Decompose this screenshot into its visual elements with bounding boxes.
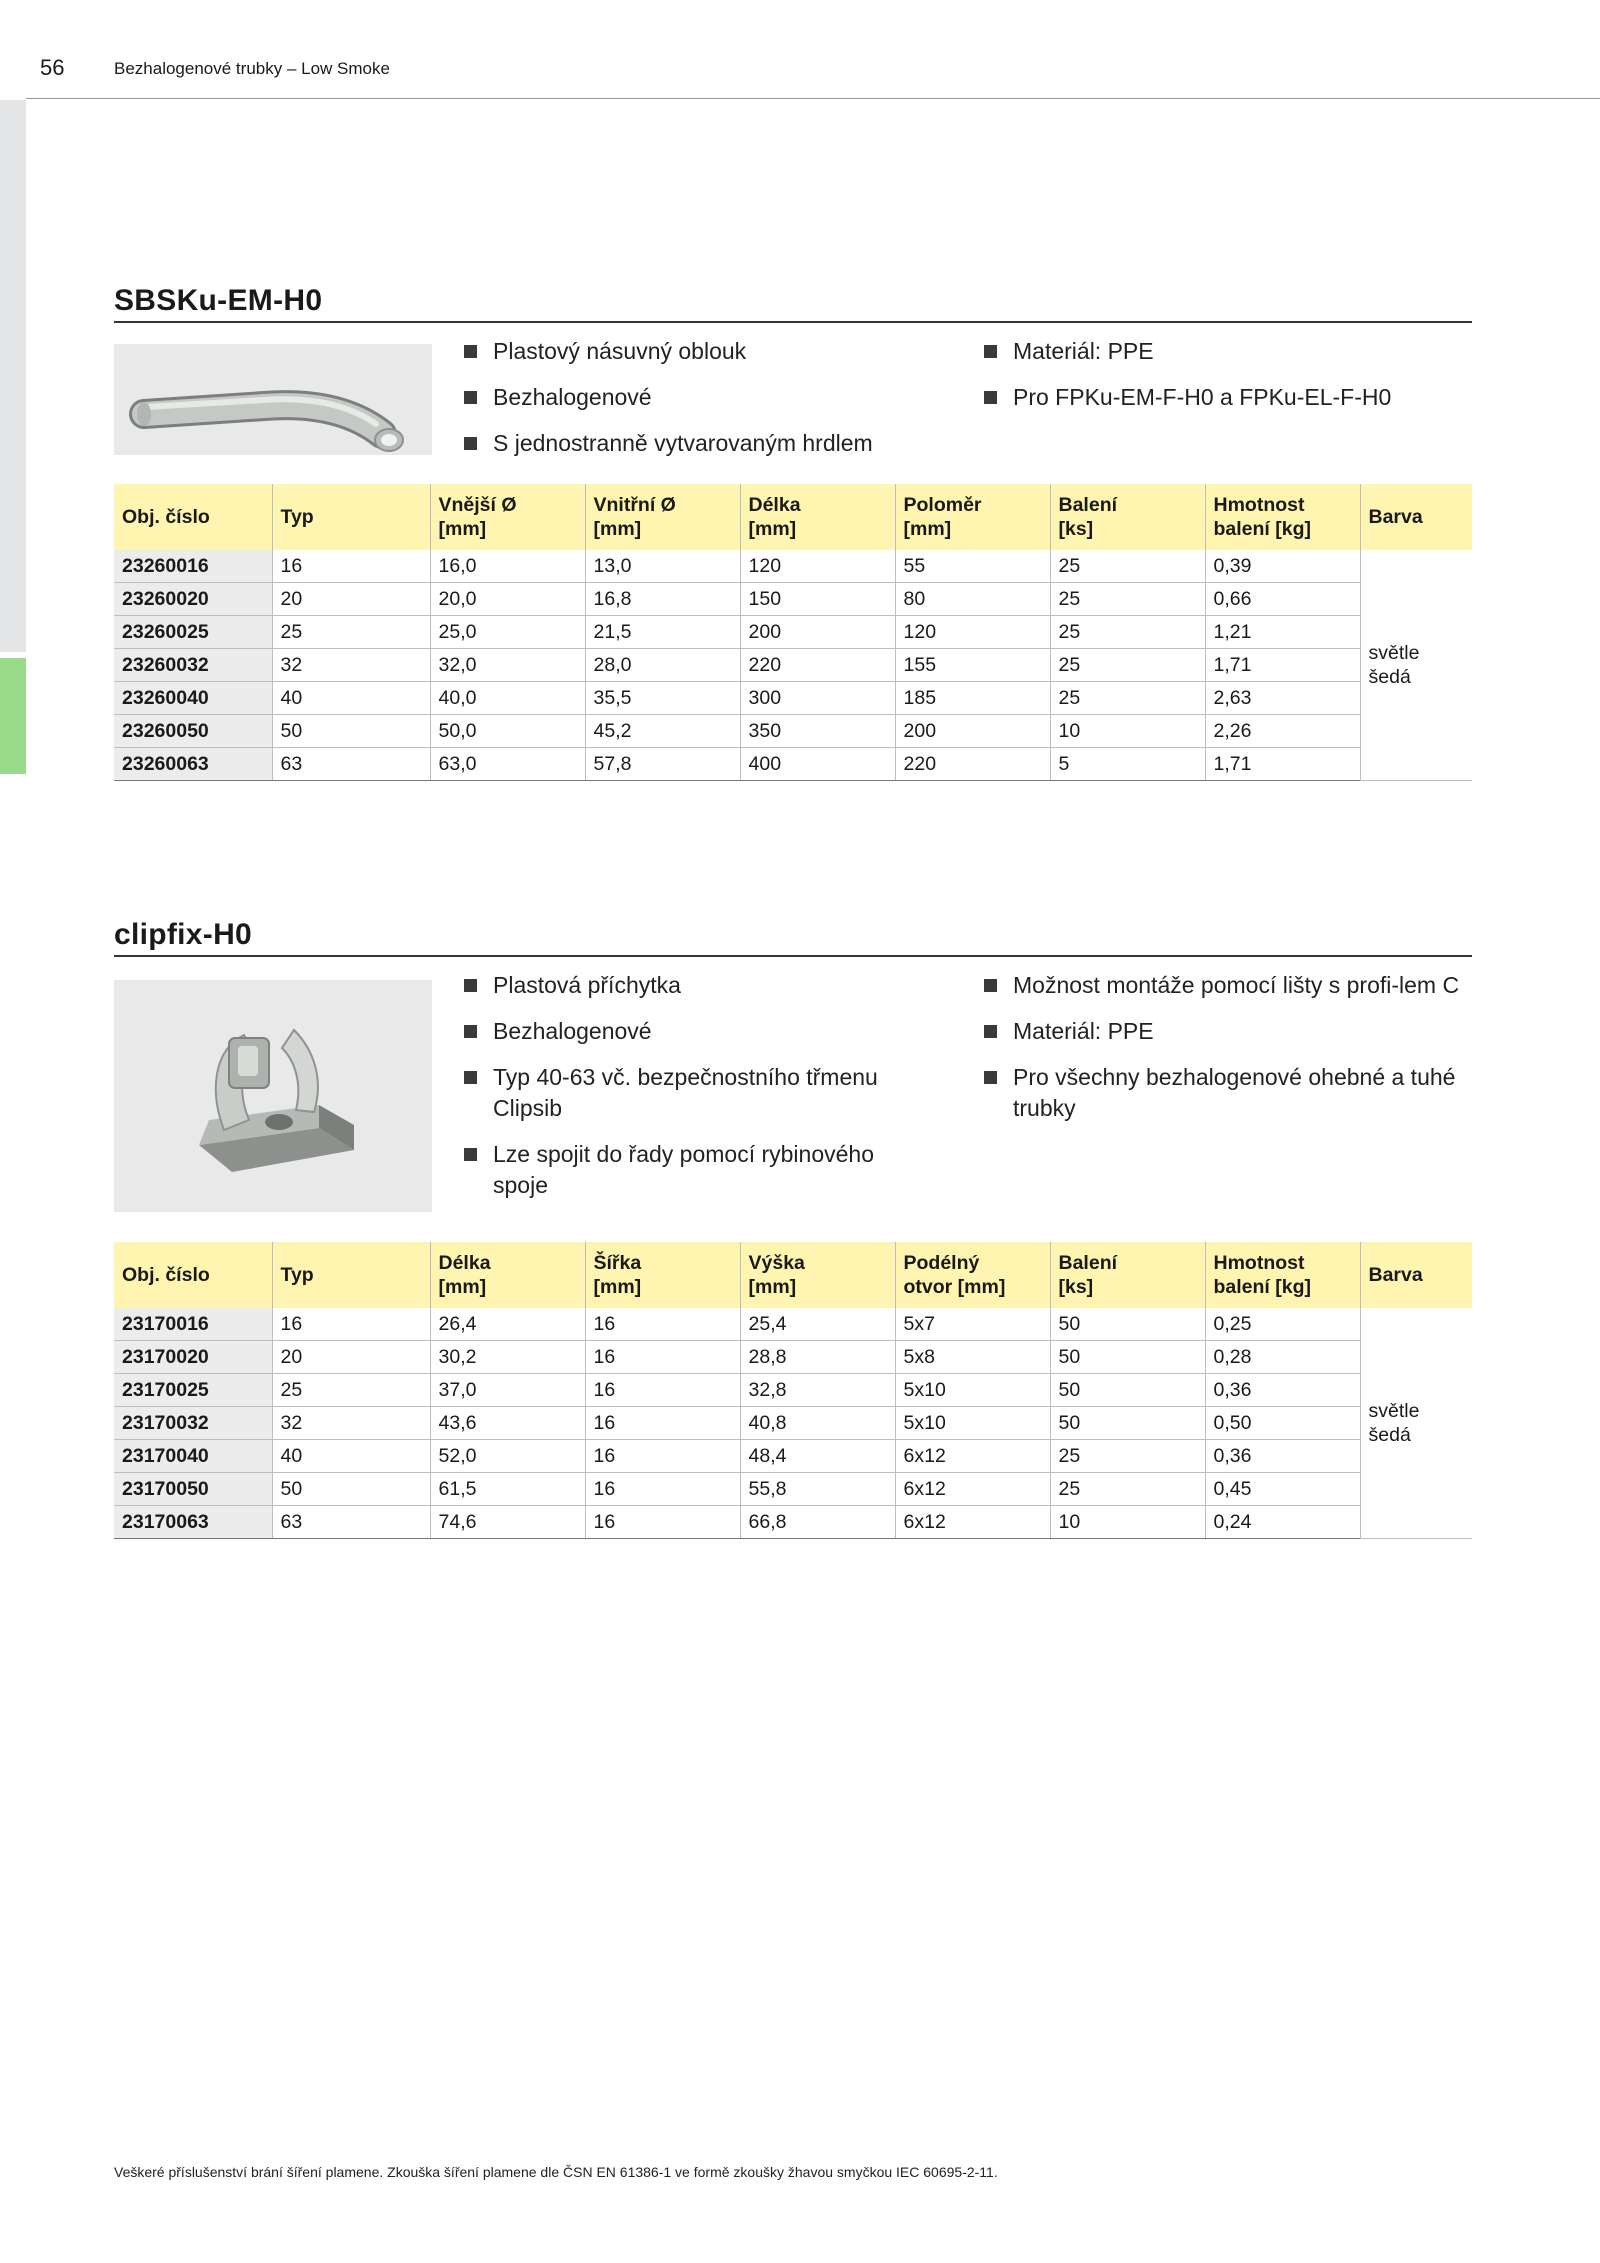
table-cell: 6x12 [895, 1473, 1050, 1506]
table-cell: 6x12 [895, 1440, 1050, 1473]
order-number-cell: 23260016 [114, 550, 272, 583]
order-number-cell: 23170063 [114, 1506, 272, 1539]
order-number-cell: 23260032 [114, 649, 272, 682]
table-cell: 40 [272, 682, 430, 715]
table-cell: 50 [1050, 1341, 1205, 1374]
section-rule [114, 321, 1472, 323]
feature-list-left [462, 336, 942, 474]
table-cell: 57,8 [585, 748, 740, 781]
table-cell: 185 [895, 682, 1050, 715]
table-row [114, 1440, 1472, 1473]
table-row [114, 715, 1472, 748]
table-cell: 5x7 [895, 1308, 1050, 1341]
table-cell: 16 [585, 1308, 740, 1341]
table-row [114, 1506, 1472, 1539]
section-rule [114, 955, 1472, 957]
table-cell: 25 [1050, 583, 1205, 616]
table-cell: 40,0 [430, 682, 585, 715]
order-number-cell: 23170032 [114, 1407, 272, 1440]
section-title: clipfix-H0 [114, 918, 253, 951]
table-cell: 0,28 [1205, 1341, 1360, 1374]
order-number-cell: 23260020 [114, 583, 272, 616]
table-cell: 0,36 [1205, 1374, 1360, 1407]
table-cell: 20,0 [430, 583, 585, 616]
feature-item: Typ 40-63 vč. bezpečnostního třmenu Clipsib [462, 1062, 932, 1124]
feature-item: Materiál: PPE [982, 336, 1472, 367]
footnote: Veškeré příslušenství brání šíření plamene. Zkouška šíření plamene dle ČSN EN 61386-1 ve formě zkoušky žhavou smyčkou IEC 60695-2-11. [114, 2164, 998, 2180]
spec-table-sbsku [114, 484, 1472, 781]
page-number: 56 [40, 55, 65, 80]
table-cell: 50 [1050, 1308, 1205, 1341]
table-cell: 30,2 [430, 1341, 585, 1374]
table-cell: 0,66 [1205, 583, 1360, 616]
table-cell: 74,6 [430, 1506, 585, 1539]
column-header: Výška [mm] [740, 1242, 895, 1308]
column-header: Podélný otvor [mm] [895, 1242, 1050, 1308]
table-cell: 10 [1050, 1506, 1205, 1539]
table-cell: 48,4 [740, 1440, 895, 1473]
color-cell: světle šedá [1360, 550, 1472, 781]
order-number-cell: 23260040 [114, 682, 272, 715]
table-row [114, 583, 1472, 616]
feature-item: Možnost montáže pomocí lišty s profi-lem C [982, 970, 1472, 1001]
table-cell: 0,36 [1205, 1440, 1360, 1473]
table-row [114, 1374, 1472, 1407]
feature-item: Bezhalogenové [462, 382, 942, 413]
table-cell: 16 [585, 1473, 740, 1506]
table-cell: 63 [272, 748, 430, 781]
header-rule [26, 98, 1600, 99]
table-cell: 13,0 [585, 550, 740, 583]
table-cell: 43,6 [430, 1407, 585, 1440]
table-cell: 37,0 [430, 1374, 585, 1407]
spec-table-clipfix [114, 1242, 1472, 1539]
column-header: Obj. číslo [114, 1242, 272, 1308]
table-cell: 25,4 [740, 1308, 895, 1341]
table-cell: 400 [740, 748, 895, 781]
table-cell: 32 [272, 1407, 430, 1440]
table-cell: 220 [895, 748, 1050, 781]
table-cell: 6x12 [895, 1506, 1050, 1539]
table-cell: 55,8 [740, 1473, 895, 1506]
table-cell: 40 [272, 1440, 430, 1473]
table-cell: 20 [272, 1341, 430, 1374]
column-header: Typ [272, 484, 430, 550]
column-header: Typ [272, 1242, 430, 1308]
table-cell: 16 [585, 1374, 740, 1407]
table-cell: 63,0 [430, 748, 585, 781]
table-cell: 120 [895, 616, 1050, 649]
table-cell: 1,71 [1205, 748, 1360, 781]
column-header: Délka [mm] [740, 484, 895, 550]
table-row [114, 1473, 1472, 1506]
table-cell: 25 [272, 1374, 430, 1407]
table-cell: 2,63 [1205, 682, 1360, 715]
feature-item: Lze spojit do řady pomocí rybinového spoje [462, 1139, 932, 1201]
table-cell: 50 [1050, 1407, 1205, 1440]
table-cell: 25 [1050, 550, 1205, 583]
table-cell: 16 [272, 550, 430, 583]
table-cell: 16 [585, 1407, 740, 1440]
table-row [114, 1341, 1472, 1374]
table-row [114, 748, 1472, 781]
feature-list-left [462, 970, 932, 1216]
table-cell: 5 [1050, 748, 1205, 781]
order-number-cell: 23170025 [114, 1374, 272, 1407]
table-cell: 16,0 [430, 550, 585, 583]
table-cell: 5x10 [895, 1374, 1050, 1407]
order-number-cell: 23260025 [114, 616, 272, 649]
column-header: Barva [1360, 1242, 1472, 1308]
side-tab-bar [0, 100, 26, 652]
table-cell: 45,2 [585, 715, 740, 748]
table-cell: 21,5 [585, 616, 740, 649]
table-cell: 16 [585, 1506, 740, 1539]
column-header: Obj. číslo [114, 484, 272, 550]
product-image-bend [114, 344, 432, 455]
table-cell: 150 [740, 583, 895, 616]
table-cell: 32,8 [740, 1374, 895, 1407]
column-header: Balení [ks] [1050, 484, 1205, 550]
order-number-cell: 23170040 [114, 1440, 272, 1473]
order-number-cell: 23170016 [114, 1308, 272, 1341]
feature-item: S jednostranně vytvarovaným hrdlem [462, 428, 942, 459]
column-header: Hmotnost balení [kg] [1205, 484, 1360, 550]
running-header: Bezhalogenové trubky – Low Smoke [114, 59, 390, 78]
order-number-cell: 23260050 [114, 715, 272, 748]
table-row [114, 682, 1472, 715]
table-row [114, 1308, 1472, 1341]
table-cell: 5x10 [895, 1407, 1050, 1440]
table-cell: 26,4 [430, 1308, 585, 1341]
table-cell: 25 [1050, 682, 1205, 715]
column-header: Délka [mm] [430, 1242, 585, 1308]
product-image-clip [114, 980, 432, 1212]
column-header: Vnější Ø [mm] [430, 484, 585, 550]
table-cell: 0,45 [1205, 1473, 1360, 1506]
table-cell: 200 [895, 715, 1050, 748]
column-header: Balení [ks] [1050, 1242, 1205, 1308]
table-cell: 155 [895, 649, 1050, 682]
table-cell: 16 [585, 1341, 740, 1374]
table-cell: 28,0 [585, 649, 740, 682]
table-row [114, 550, 1472, 583]
table-cell: 50 [272, 715, 430, 748]
table-cell: 28,8 [740, 1341, 895, 1374]
table-cell: 25,0 [430, 616, 585, 649]
order-number-cell: 23170050 [114, 1473, 272, 1506]
feature-item: Pro FPKu-EM-F-H0 a FPKu-EL-F-H0 [982, 382, 1472, 413]
table-cell: 32 [272, 649, 430, 682]
table-cell: 300 [740, 682, 895, 715]
table-cell: 25 [1050, 1473, 1205, 1506]
column-header: Vnitřní Ø [mm] [585, 484, 740, 550]
table-cell: 1,21 [1205, 616, 1360, 649]
table-header-row [114, 484, 1472, 550]
table-cell: 350 [740, 715, 895, 748]
feature-item: Plastový násuvný oblouk [462, 336, 942, 367]
column-header: Barva [1360, 484, 1472, 550]
table-row [114, 1407, 1472, 1440]
order-number-cell: 23170020 [114, 1341, 272, 1374]
table-cell: 1,71 [1205, 649, 1360, 682]
table-cell: 32,0 [430, 649, 585, 682]
table-cell: 16 [585, 1440, 740, 1473]
table-cell: 52,0 [430, 1440, 585, 1473]
table-row [114, 649, 1472, 682]
table-cell: 66,8 [740, 1506, 895, 1539]
table-cell: 2,26 [1205, 715, 1360, 748]
feature-list-right [982, 336, 1472, 428]
feature-item: Plastová příchytka [462, 970, 932, 1001]
table-cell: 50 [1050, 1374, 1205, 1407]
table-row [114, 616, 1472, 649]
table-header-row [114, 1242, 1472, 1308]
table-cell: 0,50 [1205, 1407, 1360, 1440]
table-cell: 25 [1050, 1440, 1205, 1473]
feature-item: Pro všechny bezhalogenové ohebné a tuhé trubky [982, 1062, 1472, 1124]
side-section-marker [0, 658, 26, 774]
table-cell: 40,8 [740, 1407, 895, 1440]
section-title: SBSKu-EM-H0 [114, 284, 323, 317]
feature-item: Materiál: PPE [982, 1016, 1472, 1047]
column-header: Poloměr [mm] [895, 484, 1050, 550]
table-cell: 25 [272, 616, 430, 649]
column-header: Šířka [mm] [585, 1242, 740, 1308]
table-cell: 0,25 [1205, 1308, 1360, 1341]
table-cell: 5x8 [895, 1341, 1050, 1374]
table-cell: 50 [272, 1473, 430, 1506]
table-cell: 16 [272, 1308, 430, 1341]
table-cell: 35,5 [585, 682, 740, 715]
table-cell: 120 [740, 550, 895, 583]
table-cell: 20 [272, 583, 430, 616]
table-cell: 80 [895, 583, 1050, 616]
order-number-cell: 23260063 [114, 748, 272, 781]
table-cell: 50,0 [430, 715, 585, 748]
feature-list-right [982, 970, 1472, 1139]
table-cell: 16,8 [585, 583, 740, 616]
table-cell: 200 [740, 616, 895, 649]
table-cell: 63 [272, 1506, 430, 1539]
feature-item: Bezhalogenové [462, 1016, 932, 1047]
table-cell: 10 [1050, 715, 1205, 748]
table-cell: 61,5 [430, 1473, 585, 1506]
table-cell: 0,39 [1205, 550, 1360, 583]
table-cell: 55 [895, 550, 1050, 583]
table-cell: 25 [1050, 649, 1205, 682]
table-cell: 25 [1050, 616, 1205, 649]
table-cell: 0,24 [1205, 1506, 1360, 1539]
color-cell: světle šedá [1360, 1308, 1472, 1539]
table-cell: 220 [740, 649, 895, 682]
column-header: Hmotnost balení [kg] [1205, 1242, 1360, 1308]
